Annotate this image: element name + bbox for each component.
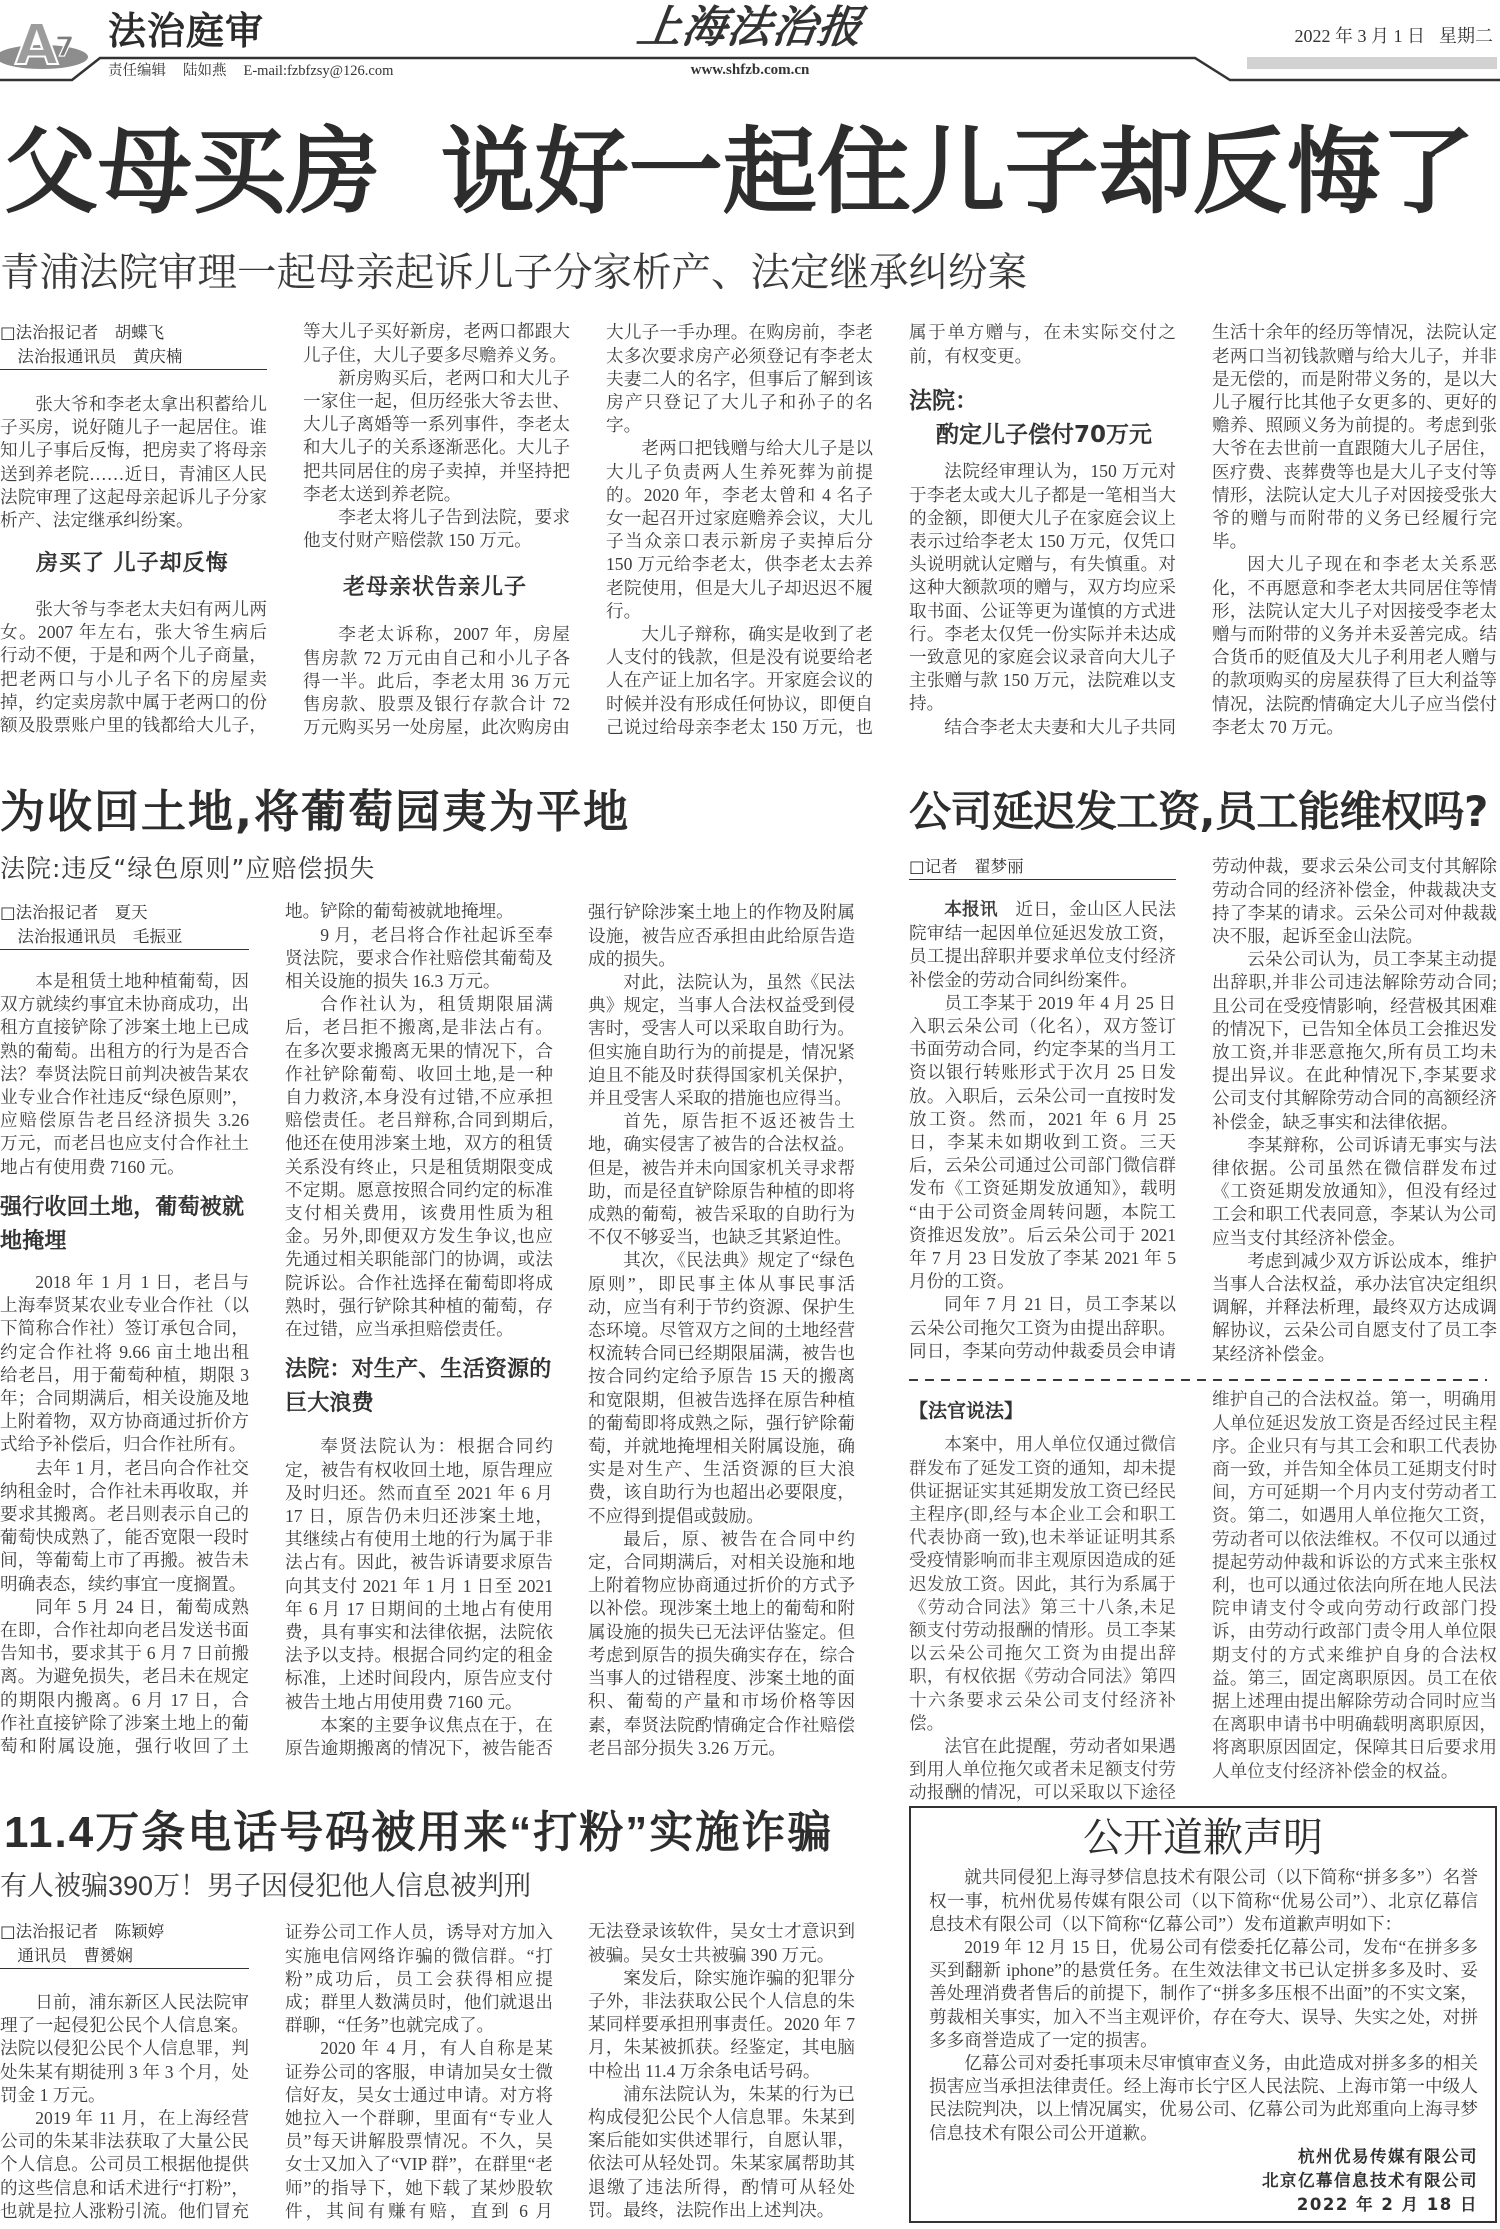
apology-statement [909, 1806, 1497, 2223]
paragraph: 2020 年 4 月，有人自称是某证券公司的客服，申请加吴女士微信好友，吴女士通过申请。对方将她拉入一个群聊，里面有“专业人员”每天讲解股票情况。不久，吴女士又加入了“VIP 群”，在群里“老师”的指导下，她下载了某炒股软件，其间有赚有赔，直到 6 月 [285, 2038, 553, 2221]
editor-line [108, 62, 393, 80]
apology-body [929, 1866, 1478, 2216]
editor-name: 陆如燕 [183, 63, 227, 79]
headline: 为收回土地,将葡萄园夷为平地 [0, 785, 631, 838]
headline: 11.4万条电话号码被用来“打粉”实施诈骗 [4, 1808, 834, 1857]
paragraph: 浦东法院认为，朱某的行为已构成侵犯公民个人信息罪。朱某到案后能如实供述罪行，自愿认罪，依法可从轻处罚。朱某家属帮助其退缴了违法所得，酌情可从轻处罚。最终，法院作出上述判决。 [588, 2083, 855, 2220]
paragraph: 日前，浦东新区人民法院审理了一起侵犯公民个人信息案。法院以侵犯公民个人信息罪，判处朱某有期徒刑 3 年 3 个月，处罚金 1 万元。 [0, 1991, 249, 2105]
paragraph: 因大儿子现在和李老太关系恶化，不再愿意和李老太共同居住等情形，法院认定大儿子对因接受李老太赠与而附带的义务并未妥善完成。结合货币的贬值及大儿子利用老人赠与的款项购买的房屋获得了巨大利益等情况，法院酌情确定大儿子应当偿付李老太 70 万元。 [1212, 554, 1497, 737]
article-wage-case [909, 785, 1500, 1803]
paragraph: 地。铲除的葡萄被就地掩埋。 [285, 901, 514, 922]
issue-date-line [1295, 25, 1494, 47]
byline-correspondent: 法治报通讯员 毛振亚 [17, 927, 183, 946]
byline-correspondent: 通讯员 曹赟娴 [17, 1946, 133, 1965]
page-header [0, 0, 1500, 84]
paragraph: 考虑到减少双方诉讼成本，维护当事人合法权益，承办法官决定组织调解，并释法析理，最终双方达成调解协议，云朵公司自愿支付了员工李某经济补偿金。 [1212, 1250, 1497, 1364]
paragraph: 老两口把钱赠与给大儿子是以大儿子负责两人生养死葬为前提的。2020 年，李老太曾和 4 名子女一起召开过家庭赡养会议，大儿子当众亲口表示新房子卖掉后分 150 万元给李老太，供李老太去养老院使用，但是大儿子却迟迟不履行。 [606, 438, 873, 621]
headline: 公司延迟发工资,员工能维权吗? [909, 787, 1488, 836]
paragraph: 等大儿子买好新房，老两口都跟大儿子住，大儿子要多尽赡养义务。 [303, 321, 570, 365]
paragraph: 本案的主要争议焦点在于，在原告逾期搬离的情况下，被告能否 [285, 1714, 553, 1759]
section-subhead: 法院：对生产、生活资源的巨大浪费 [285, 1357, 552, 1417]
paragraph: 属于单方赠与，在未实际交付之前，有权变更。 [909, 322, 1176, 366]
page-number-badge [0, 0, 100, 78]
dashed-divider [909, 1379, 1487, 1381]
paragraph: 员工李某于 2019 年 4 月 25 日入职云朵公司（化名），双方签订书面劳动合同，约定李某的当月工资以银行转账形式于次月 25 日发放。入职后，云朵公司一直按时发放工资。然而，2021 年 6 月 25 日，李某未如期收到工资。三天后，云朵公司通过公司部门微信群发布《工资延期发放通知》，载明“由于公司资金周转问题，本院工资推迟发放”。后云朵公司于 2021 年 7 月 23 日发放了李某 2021 年 5 月份的工资。 [909, 992, 1176, 1292]
apology-title: 公开道歉声明 [1083, 1815, 1323, 1861]
article-column [0, 321, 267, 737]
paragraph: 2019 年 12 月 15 日，优易公司有偿委托亿幕公司，发布“在拼多多买到翻新 iphone”的悬赏任务。在生效法律文书已认定拼多多及时、妥善处理消费者售后的前提下，制作了“拼多多压根不出面”的不实文案，剪裁相关事实，加入不当主观评价，存在夸大、误导、失实之处，对拼多多商誉造成了一定的损害。 [929, 1937, 1478, 2050]
section-subhead: 房买了 儿子却反悔 [36, 551, 229, 577]
paragraph: 生活十余年的经历等情况，法院认定老两口当初钱款赠与给大儿子，并非是无偿的，而是附带义务的，是以大儿子履行比其他子女更多的、更好的赡养、照顾义务为前提的。考虑到张大爷在去世前一直跟随大儿子居住，医疗费、丧葬费等也是大儿子支付等情形，法院认定大儿子对因接受张大爷的赠与而附带的义务已经履行完毕。 [1212, 322, 1497, 552]
byline-correspondent: 法治报通讯员 黄庆楠 [17, 347, 183, 367]
paragraph: 合作社认为，租赁期限届满后，老吕拒不搬离,是非法占有。在多次要求搬离无果的情况下，合作社铲除葡萄、收回土地,是一种自力救济,本身没有过错,不应承担赔偿责任。老吕辩称,合同到期后,他还在使用涉案土地，双方的租赁关系没有终止，只是租赁期限变成不定期。愿意按照合同约定的标准支付相关费用，该费用性质为租金。另外,即便双方发生争议,也应先通过相关职能部门的协调，或法院诉讼。合作社选择在葡萄即将成熟时，强行铲除其种植的葡萄，存在过错，应当承担赔偿责任。 [285, 994, 553, 1340]
lead-label: 本报讯 [944, 899, 998, 920]
paragraph: 首先，原告拒不返还被告土地，确实侵害了被告的合法权益。但是，被告并未向国家机关寻求帮助，而是径直铲除原告种植的即将成熟的葡萄，被告采取的自助行为不仅不够妥当，也缺乏其紧迫性。 [588, 1111, 855, 1248]
paragraph: 强行铲除涉案土地上的作物及附属设施，被告应否承担由此给原告造成的损失。 [588, 902, 855, 969]
editor-label: 责任编辑 [108, 63, 166, 79]
paragraph: 本案中，用人单位仅通过微信群发布了延发工资的通知，却未提供证据证实其延期发放工资已经民主程序(即,经与本企业工会和职工代表协商一致),也未举证证明其系受疫情影响而非主观原因造成的延迟发放工资。因此，其行为系属于《劳动合同法》第三十八条,未足额支付劳动报酬的情形。员工李某以云朵公司拖欠工资为由提出辞职，有权依据《劳动合同法》第四十六条要求云朵公司支付经济补偿。 [909, 1434, 1176, 1733]
paragraph: 大儿子一手办理。在购房前，李老太多次要求房产必须登记有李老太夫妻二人的名字，但事后了解到该房产只登记了大儿子和孙子的名字。 [606, 322, 873, 436]
article-column [588, 1920, 855, 2222]
judge-commentary-column [1212, 1388, 1497, 1782]
paragraph: 新房购买后，老两口和大儿子一家住一起，但历经张大爷去世、大儿子离婚等一系列事件，李老太和大儿子的关系逐渐恶化。大儿子把共同居住的房子卖掉，并坚持把李老太送到养老院。 [303, 367, 570, 504]
subheadline: 有人被骗390万！男子因侵犯他人信息被判刑 [0, 1871, 532, 1901]
editor-email: E-mail:fzbfzsy@126.com [243, 63, 394, 79]
page-letter: A [15, 13, 59, 78]
subhead-title: 酌定儿子偿付70万元 [936, 421, 1153, 448]
paragraph: 同年 5 月 24 日，葡萄成熟在即，合作社却向老吕发送书面告知书，要求其于 6 月 7 日前搬离。为避免损失，老吕未在规定的期限内搬离。6 月 17 日，合作社直接铲除了涉案土地上的葡萄和附属设施，强行收回了土 [0, 1596, 249, 1756]
byline [0, 321, 267, 370]
byline-reporter: □记者 翟梦丽 [909, 857, 1024, 877]
paragraph: 证券公司工作人员，诱导对方加入实施电信网络诈骗的微信群。“打粉”成功后，员工会获得相应提成；群里人数满员时，他们就退出群聊，“任务”也就完成了。 [285, 1922, 553, 2036]
article-column [909, 855, 1176, 1363]
signatory: 杭州优易传媒有限公司 [1298, 2146, 1478, 2166]
signatory: 北京亿幕信息技术有限公司 [1262, 2170, 1478, 2190]
paragraph: 法官在此提醒，劳动者如果遇到用人单位拖欠或者未足额支付劳动报酬的情况，可以采取以下途径 [909, 1736, 1176, 1803]
headline: 父母买房 说好一起住儿子却反悔了 [4, 118, 1475, 227]
paragraph: 亿幕公司对委托事项未尽审慎审查义务，由此造成对拼多多的相关损害应当承担法律责任。经上海市长宁区人民法院、上海市第一中级人民法院判决，以上情况属实，优易公司、亿幕公司为此郑重向上海寻梦信息技术有限公司公开道歉。 [929, 2053, 1478, 2143]
paragraph: 李老太诉称，2007 年，房屋售房款 72 万元由自己和小儿子各得一半。此后，李老太用 36 万元售房款、股票及银行存款合计 72 万元购买另一处房屋，此次购房由 [303, 624, 570, 738]
paragraph: 李老太将儿子告到法院，要求他支付财产赔偿款 150 万元。 [303, 507, 570, 551]
byline [0, 1920, 249, 1969]
paragraph: 就共同侵犯上海寻梦信息技术有限公司（以下简称“拼多多”）名誉权一事，杭州优易传媒有限公司（以下简称“优易公司”）、北京亿幕信息技术有限公司（以下简称“亿幕公司”）发布道歉声明如下： [929, 1867, 1478, 1934]
paragraph: 案发后，除实施诈骗的犯罪分子外，非法获取公民个人信息的朱某同样要承担刑事责任。2020 年 7 月，朱某被抓获。经鉴定，其电脑中检出 11.4 万余条电话号码。 [588, 1967, 855, 2081]
issue-weekday: 星期二 [1439, 26, 1493, 46]
article-column [303, 320, 570, 739]
subheadline: 青浦法院审理一起母亲起诉儿子分家析产、法定继承纠纷案 [0, 250, 1027, 296]
paragraph: 9 月，老吕将合作社起诉至奉贤法院，要求合作社赔偿其葡萄及相关设施的损失 16.3 万元。 [285, 924, 553, 991]
paragraph: 张大爷和李老太拿出积蓄给儿子买房，说好随儿子一起居住。谁知儿子事后反悔，把房卖了将母亲送到养老院……近日，青浦区人民法院审理了这起母亲起诉儿子分家析产、法定继承纠纷案。 [0, 393, 267, 530]
article-column [0, 1920, 249, 2223]
paragraph: 2019 年 11 月，在上海经营公司的朱某非法获取了大量公民个人信息。公司员工根据他提供的这些信息和话术进行“打粉”，也就是拉人涨粉引流。他们冒充 [0, 2107, 249, 2221]
byline-reporter: □法治报记者 陈颖婷 [0, 1922, 165, 1941]
article-column [588, 901, 855, 1760]
issue-date: 2022 年 3 月 1 日 [1294, 26, 1425, 46]
paragraph: 本是租赁土地种植葡萄，因双方就续约事宜未协商成功，出租方直接铲除了涉案土地上已成熟的葡萄。出租方的行为是否合法？奉贤法院日前判决被告某农业专业合作社违反“绿色原则”，应赔偿原告老吕经济损失 3.26 万元，而老吕也应支付合作社土地占有使用费 7160 元。 [0, 970, 249, 1177]
paragraph [909, 898, 1176, 992]
byline-reporter: □法治报记者 夏天 [0, 903, 148, 922]
paragraph: 最后，原、被告在合同中约定，合同期满后，对相关设施和地上附着物应协商通过折价的方式予以补偿。现涉案土地上的葡萄和附属设施的损失已无法评估鉴定。但考虑到原告的损失确实存在，综合当事人的过错程度、涉案土地的面积、葡萄的产量和市场价格等因素，奉贤法院酌情确定合作社赔偿老吕部分损失 3.26 万元。 [588, 1528, 855, 1758]
article-vineyard-case [0, 785, 870, 1770]
paragraph: 2018 年 1 月 1 日，老吕与上海奉贤某农业专业合作社（以下简称合作社）签订承包合同，约定合作社将 9.66 亩土地出租给老吕，用于葡萄种植，期限 3 年；合同期满后，相关设施及地上附着物，双方协商通过折价方式给予补偿后，归合作社所有。 [0, 1271, 249, 1455]
paragraph: 张大爷与李老太夫妇有两儿两女。2007 年左右，张大爷生病后行动不便，于是和两个儿子商量，把老两口与小儿子名下的房屋卖掉，约定卖房款中属于老两口的份额及股票账户里的钱都给大儿子， [0, 598, 267, 735]
statement-date: 2022 年 2 月 18 日 [1296, 2194, 1478, 2214]
section-subhead: 强行收回土地，葡萄被就地掩埋 [0, 1194, 245, 1254]
paragraph: 去年 1 月，老吕向合作社交纳租金时，合作社未再收取，并要求其搬离。老吕则表示自己的葡萄快成熟了，能否宽限一段时间，等葡萄上市了再搬。被告未明确表态，续约事宜一度搁置。 [0, 1457, 249, 1594]
paragraph: 劳动仲裁，要求云朵公司支付其解除劳动合同的经济补偿金，仲裁裁决支持了李某的请求。云朵公司对仲裁裁决不服，起诉至金山法院。 [1212, 856, 1497, 946]
paragraph: 李某辩称，公司诉请无事实与法律依据。公司虽然在微信群发布过《工资延期发放通知》，但没有经过工会和职工代表同意，李某认为公司应当支付其经济补偿金。 [1212, 1134, 1497, 1248]
paragraph: 结合李老太夫妻和大儿子共同 [944, 716, 1176, 737]
article-column [0, 901, 249, 1758]
paragraph: 大儿子辩称，确实是收到了老人支付的钱款，但是没有说要给老人在产证上加名字。开家庭会议的时候并没有形成任何协议，即便自己说过给母亲李老太 150 万元，也 [606, 624, 873, 737]
paragraph-text: 近日，金山区人民法院审结一起因单位延迟发放工资，员工提出辞职并要求单位支付经济补偿金的劳动合同纠纷案件。 [909, 898, 1176, 990]
paragraph: 维护自己的合法权益。第一，明确用人单位延迟发放工资是否经过民主程序。企业只有与其工会和职工代表协商一致，并告知全体员工延期支付时间，方可延期一个月内支付劳动者工资。第二，如遇用人单位拖欠工资，劳动者可以依法维权。不仅可以通过提起劳动仲裁和诉讼的方式来主张权利，也可以通过依法向所在地人民法院申请支付令或向劳动行政部门投诉，由劳动行政部门责令用人单位限期支付的方式来维护自身的合法权益。第三，固定离职原因。员工在依据上述理由提出解除劳动合同时应当在离职申请书中明确载明离职原因，将离职原因固定，保障其日后要求用人单位支付经济补偿金的权益。 [1212, 1389, 1497, 1781]
section-title: 法治庭审 [108, 9, 265, 53]
byline-reporter: □法治报记者 胡蝶飞 [0, 323, 165, 343]
article-column [285, 900, 553, 1760]
article-inheritance-case [0, 118, 1500, 743]
byline [909, 855, 1176, 880]
judge-commentary-column [909, 1396, 1176, 1805]
section-subhead [909, 368, 1176, 461]
subhead-kicker: 法院： [909, 387, 978, 414]
article-column [1212, 321, 1497, 739]
page-number: 7 [55, 30, 75, 63]
article-column [606, 321, 873, 739]
paragraph: 法院经审理认为，150 万元对于李老太或大儿子都是一笔相当大的金额，即便大儿子在家庭会议上表示过给李老太 150 万元，仅凭口头说明就认定赠与，有失慎重。对这种大额款项的赠与，双方均应采取书面、公证等更为谨慎的方式进行。李老太仅凭一份实际并未达成一致意见的家庭会议录音向大儿子主张赠与款 150 万元，法院难以支持。 [909, 461, 1176, 714]
paragraph: 奉贤法院认为：根据合同约定，被告有权收回土地，原告理应及时归还。然而直至 2021 年 6 月 17 日，原告仍未归还涉案土地，其继续占有使用土地的行为属于非法占有。因此，被告诉请要求原告向其支付 2021 年 1 月 1 日至 2021 年 6 月 17 日期间的土地占有使用费，具有事实和法律依据，法院依法予以支持。根据合同约定的租金标准，上述时间段内，原告应支付被告土地占用使用费 7160 元。 [285, 1436, 553, 1712]
section-subhead: 老母亲状告亲儿子 [343, 574, 528, 600]
article-column [285, 1921, 553, 2223]
article-column [909, 321, 1176, 738]
website-url: www.shfzb.com.cn [690, 62, 810, 78]
paragraph: 云朵公司认为，员工李某主动提出辞职,并非公司违法解除劳动合同;且公司在受疫情影响，经营极其困难的情况下，已告知全体员工会推迟发放工资,并非恶意拖欠,所有员工均未提出异议。在此种情况下,李某要求公司支付其解除劳动合同的高额经济补偿金，缺乏事实和法律依据。 [1212, 949, 1497, 1132]
header-gray-bar [1247, 57, 1497, 69]
paragraph: 对此，法院认为，虽然《民法典》规定，当事人合法权益受到侵害时，受害人可以采取自助行为。但实施自助行为的前提是，情况紧迫且不能及时获得国家机关保护，并且受害人采取的措施也应得当。 [588, 972, 855, 1109]
masthead-logo: 上海法治报 [633, 2, 867, 53]
paragraph: 其次，《民法典》规定了“绿色原则”，即民事主体从事民事活动，应当有利于节约资源、保护生态环境。尽管双方之间的土地经营权流转合同已经期限届满，被告也按合同约定给予原告 15 天的搬离和宽限期，但被告选择在原告种植的葡萄即将成熟之际，强行铲除葡萄，并就地掩埋相关附属设施，确实是对生产、生活资源的巨大浪费，该自助行为也超出必要限度，不应得到提倡或鼓励。 [588, 1250, 855, 1526]
judge-commentary-label: 【法官说法】 [909, 1400, 1024, 1422]
paragraph: 同年 7 月 21 日，员工李某以云朵公司拖欠工资为由提出辞职。同日，李某向劳动仲裁委员会申请 [909, 1294, 1176, 1361]
paragraph: 无法登录该软件，吴女士才意识到被骗。吴女士共被骗 390 万元。 [588, 1921, 855, 1965]
article-column [1212, 855, 1497, 1365]
subheadline: 法院:违反“绿色原则”应赔偿损失 [0, 854, 376, 883]
byline [0, 901, 249, 950]
article-phone-fraud-case [0, 1806, 870, 2229]
